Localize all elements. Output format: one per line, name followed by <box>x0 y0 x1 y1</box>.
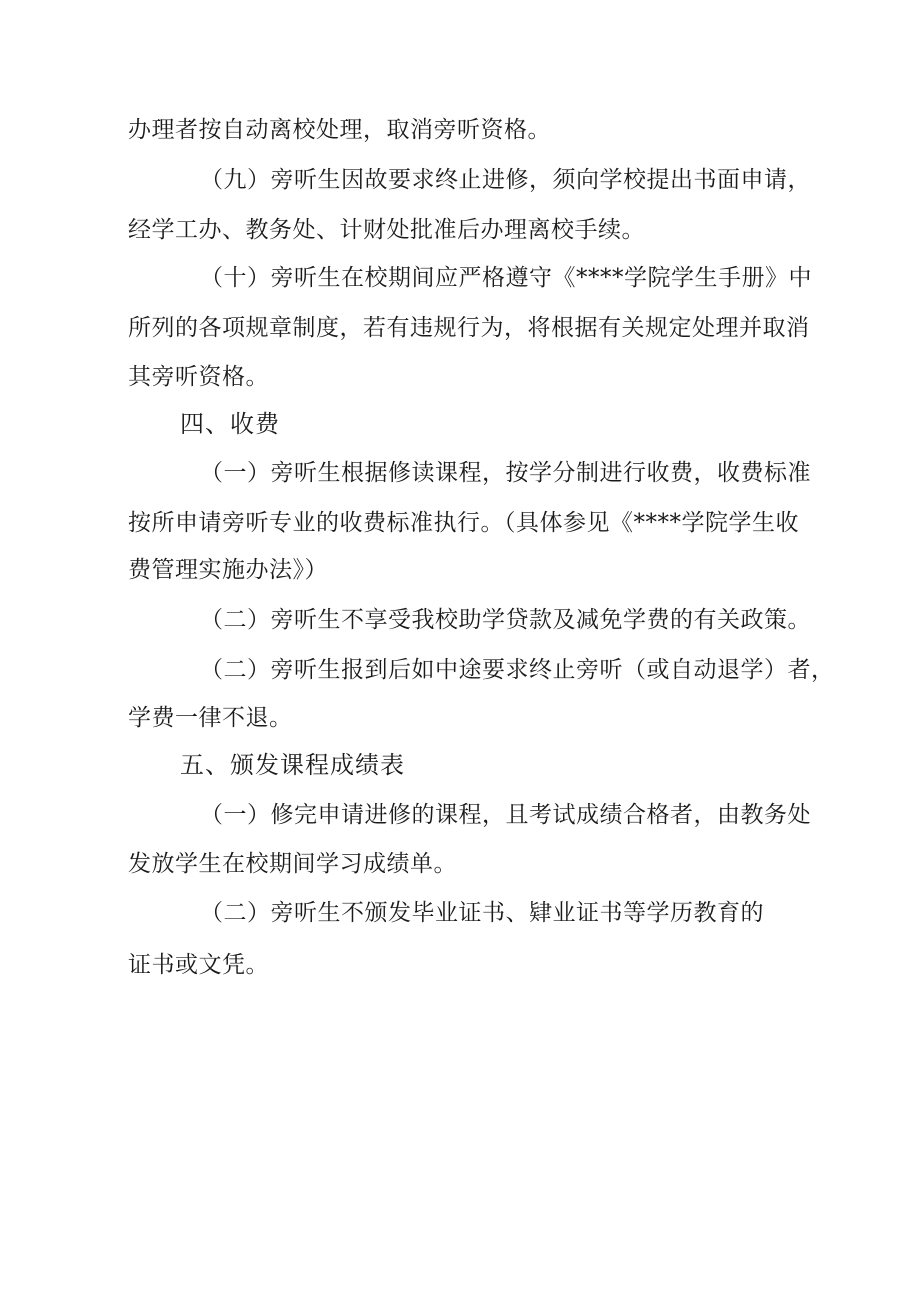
paragraph-line: 所列的各项规章制度，若有违规行为，将根据有关规定处理并取消 <box>128 315 810 341</box>
paragraph-line: （二）旁听生不享受我校助学贷款及减免学费的有关政策。 <box>200 607 811 633</box>
paragraph-line: 按所申请旁听专业的收费标准执行。（具体参见《****学院学生收 <box>128 510 799 536</box>
section-heading: 四、收费 <box>180 410 280 438</box>
paragraph-line: 发放学生在校期间学习成绩单。 <box>128 851 457 877</box>
paragraph-line: （十）旁听生在校期间应严格遵守《****学院学生手册》中 <box>200 265 812 291</box>
paragraph-line: 费管理实施办法》） <box>128 557 328 583</box>
paragraph-line: 经学工办、教务处、计财处批准后办理离校手续。 <box>128 217 645 243</box>
paragraph-line: 其旁听资格。 <box>128 364 269 390</box>
paragraph-line: （二）旁听生报到后如中途要求终止旁听（或自动退学）者， <box>200 657 835 683</box>
paragraph-line: 学费一律不退。 <box>128 705 293 731</box>
paragraph-line: （九）旁听生因故要求终止进修，须向学校提出书面申请， <box>200 167 811 193</box>
paragraph-line: 办理者按自动离校处理，取消旁听资格。 <box>128 117 551 143</box>
paragraph-line: 证书或文凭。 <box>128 952 269 978</box>
paragraph-line: （一）旁听生根据修读课程，按学分制进行收费，收费标准 <box>200 460 811 486</box>
paragraph-line: （一）修完申请进修的课程，且考试成绩合格者，由教务处 <box>200 802 811 828</box>
paragraph-line: （二）旁听生不颁发毕业证书、肄业证书等学历教育的 <box>200 900 764 926</box>
section-heading: 五、颁发课程成绩表 <box>180 751 405 779</box>
